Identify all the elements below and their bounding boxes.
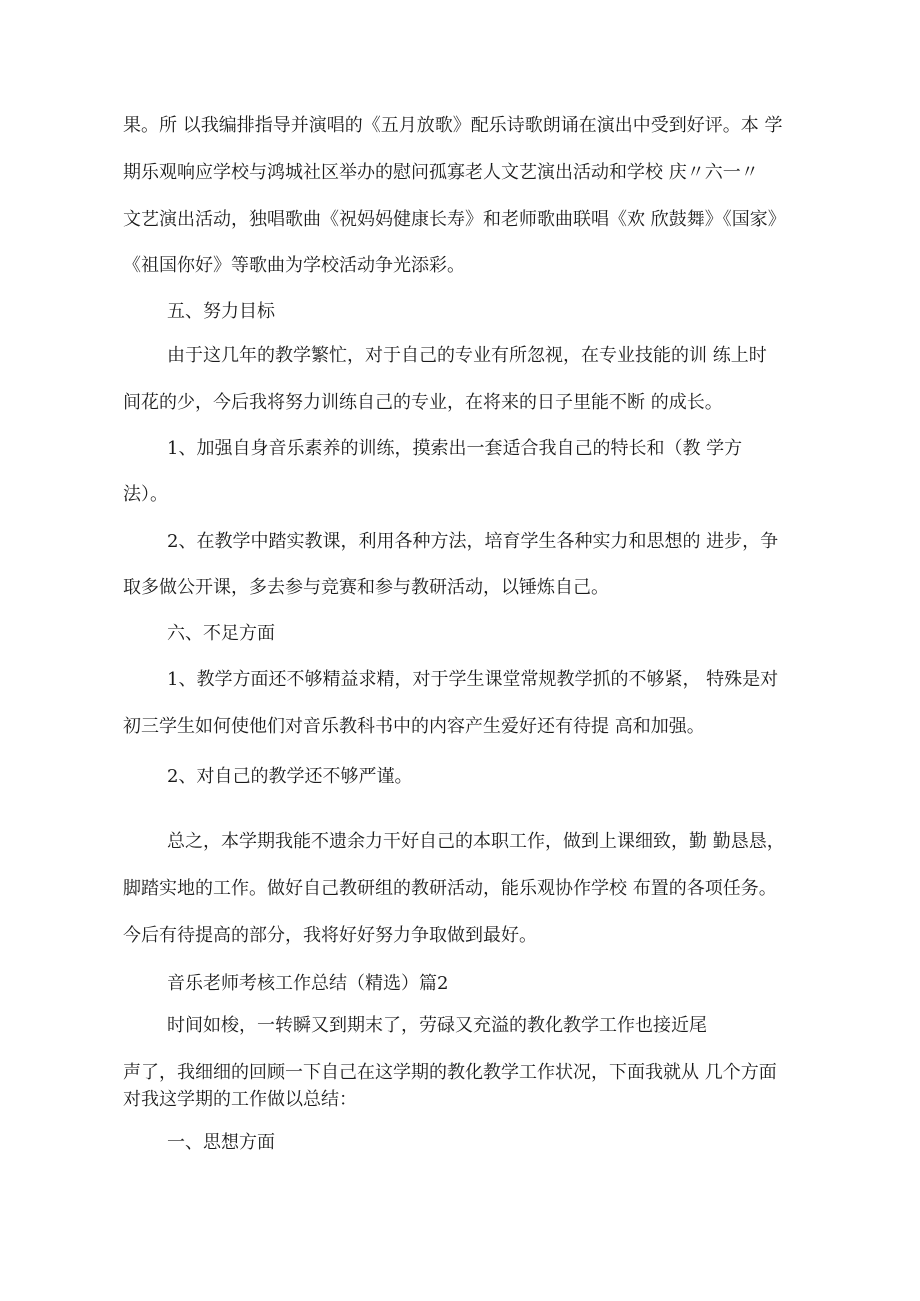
list-item-line: 取多做公开课，多去参与竞赛和参与教研活动，以锤炼自己。: [123, 577, 609, 598]
section-heading: 六、不足方面: [167, 623, 275, 644]
paragraph-line: 期乐观响应学校与鸿城社区举办的慰问孤寡老人文艺演出活动和学校 庆〃六一〃: [123, 162, 759, 183]
paragraph-line: 由于这几年的教学繁忙，对于自己的专业有所忽视，在专业技能的训 练上时: [167, 345, 767, 366]
list-item-line: 2、在教学中踏实教课，利用各种方法，培育学生各种实力和思想的 进步，争: [167, 531, 779, 552]
paragraph-line: 《祖国你好》等歌曲为学校活动争光添彩。: [123, 255, 465, 276]
paragraph-line: 时间如梭，一转瞬又到期末了，劳碌又充溢的教化教学工作也接近尾: [167, 1015, 707, 1036]
article-title: 音乐老师考核工作总结（精选）篇2: [167, 973, 449, 994]
paragraph-line: 总之，本学期我能不遗余力干好自己的本职工作，做到上课细致，勤 勤恳恳，: [167, 831, 785, 852]
paragraph-line: 今后有待提高的部分，我将好好努力争取做到最好。: [123, 925, 537, 946]
section-heading: 五、努力目标: [167, 301, 275, 322]
paragraph-line: 果。所 以我编排指导并演唱的《五月放歌》配乐诗歌朗诵在演出中受到好评。本 学: [123, 115, 783, 136]
list-item-line: 2、对自己的教学还不够严谨。: [167, 766, 413, 787]
list-item-line: 1、教学方面还不够精益求精，对于学生课堂常规教学抓的不够紧， 特殊是对: [167, 669, 779, 690]
list-item-line: 1、加强自身音乐素养的训练，摸索出一套适合我自己的特长和（教 学方: [167, 438, 743, 459]
list-item-line: 初三学生如何使他们对音乐教科书中的内容产生爱好还有待提 高和加强。: [123, 716, 705, 737]
paragraph-line: 声了，我细细的回顾一下自己在这学期的教化教学工作状况，下面我就从 几个方面: [123, 1062, 777, 1083]
paragraph-line: 对我这学期的工作做以总结：: [123, 1089, 357, 1110]
paragraph-line: 脚踏实地的工作。做好自己教研组的教研活动，能乐观协作学校 布置的各项任务。: [123, 878, 777, 899]
paragraph-line: 间花的少，今后我将努力训练自己的专业，在将来的日子里能不断 的成长。: [123, 392, 723, 413]
section-heading: 一、思想方面: [167, 1132, 275, 1153]
paragraph-line: 文艺演出活动，独唱歌曲《祝妈妈健康长寿》和老师歌曲联唱《欢 欣鼓舞》《国家》: [123, 209, 786, 230]
list-item-line: 法）。: [123, 484, 168, 505]
